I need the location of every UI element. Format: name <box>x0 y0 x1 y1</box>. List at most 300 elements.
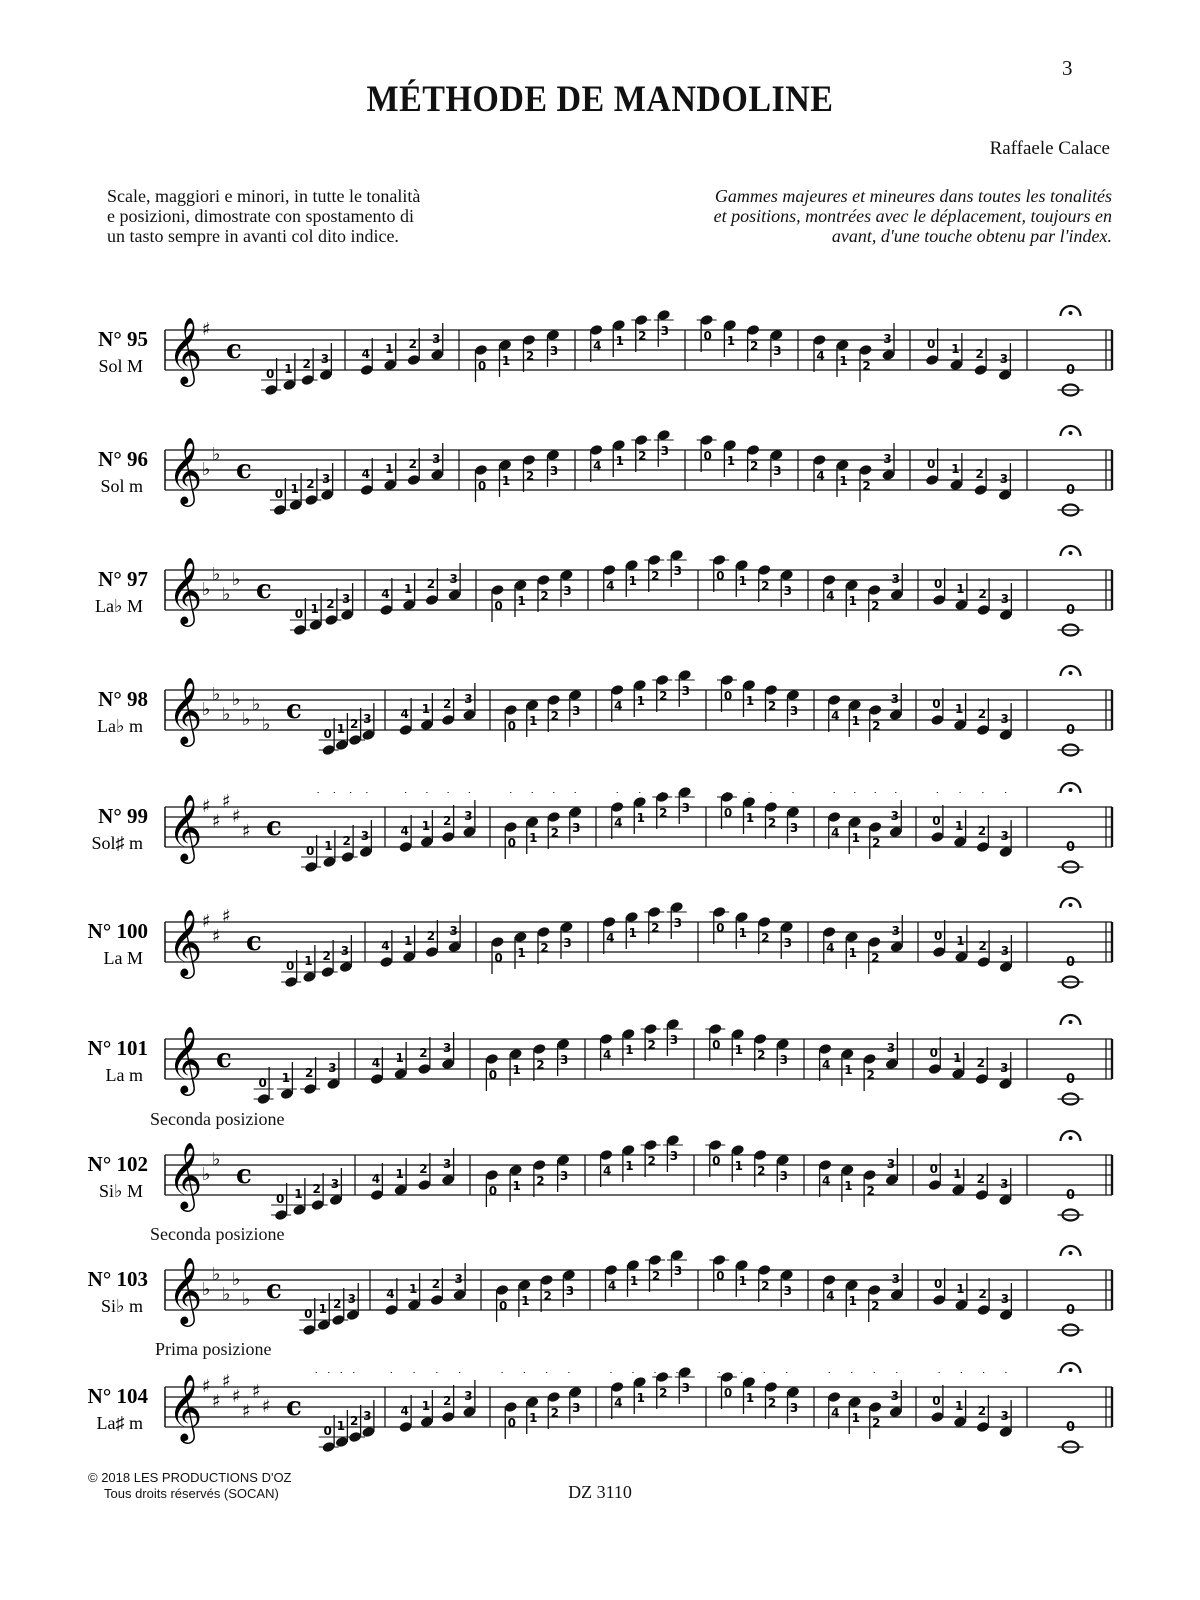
fingering-number: 3 <box>442 1041 452 1055</box>
fingering-number: 3 <box>669 1149 679 1163</box>
system-number: N° 100 <box>87 919 148 943</box>
fingering-number: 4 <box>831 1406 840 1420</box>
fingering-number: 3 <box>890 692 899 706</box>
fingering-number: 3 <box>681 801 690 815</box>
fingering-number: 3 <box>890 1389 899 1403</box>
flat-icon: ♭ <box>222 704 231 725</box>
fingering-number: 1 <box>529 1411 538 1425</box>
fingering-number: 3 <box>449 924 458 938</box>
key-name: Sol♯ m <box>91 833 143 853</box>
fingering-number: 0 <box>274 487 284 501</box>
staff-system <box>95 546 1112 636</box>
key-name: La M <box>103 948 143 968</box>
fingering-number: 1 <box>953 1167 962 1181</box>
fingering-number: 1 <box>421 1399 431 1413</box>
flat-icon: ♭ <box>242 1289 251 1310</box>
fermata-dot <box>1069 1136 1073 1140</box>
fingering-number: 3 <box>432 332 441 346</box>
flat-icon: ♭ <box>232 689 241 710</box>
fingering-number: 4 <box>614 1396 623 1410</box>
fingering-number: 0 <box>1065 363 1076 378</box>
fingering-number: 3 <box>1000 944 1010 958</box>
fingering-number: 3 <box>789 704 799 718</box>
fingering-number: 1 <box>395 1167 404 1181</box>
fingering-number: 1 <box>851 1411 860 1425</box>
fingering-number: 3 <box>1000 1061 1009 1075</box>
fingering-number: 0 <box>1065 1420 1076 1435</box>
fingering-number: 2 <box>651 569 660 583</box>
system-number: N° 102 <box>87 1152 148 1176</box>
fingering-number: 3 <box>999 472 1009 486</box>
sharp-icon: ♯ <box>222 906 231 927</box>
fingering-number: 2 <box>638 329 647 343</box>
fingering-number: 2 <box>659 689 668 703</box>
fingering-number: 1 <box>629 1274 639 1288</box>
fingering-number: 4 <box>614 699 623 713</box>
fingering-number: 1 <box>336 722 346 736</box>
treble-clef-icon: 𝄞 <box>168 316 203 384</box>
fingering-number: 1 <box>956 934 965 948</box>
treble-clef-icon: 𝄞 <box>168 1141 203 1209</box>
fingering-number: 4 <box>606 931 615 945</box>
fingering-number: 2 <box>540 589 549 603</box>
fingering-number: 4 <box>826 589 835 603</box>
fingering-number: 3 <box>559 1169 569 1183</box>
fingering-number: 1 <box>615 334 624 348</box>
fingering-number: 2 <box>978 939 987 953</box>
fingering-number: 1 <box>745 694 755 708</box>
fingering-number: 2 <box>342 834 351 848</box>
fingering-number: 0 <box>285 959 295 973</box>
fingering-number: 3 <box>783 936 792 950</box>
fingering-number: 2 <box>975 347 984 361</box>
fingering-number: 1 <box>512 1179 521 1193</box>
sharp-icon: ♯ <box>202 319 211 340</box>
fingering-number: 3 <box>783 1284 792 1298</box>
fingering-number: 1 <box>738 1274 747 1288</box>
copyright-line-1: © 2018 LES PRODUCTIONS D'OZ <box>88 1470 292 1485</box>
fingering-number: 2 <box>767 699 777 713</box>
system-number: N° 104 <box>87 1384 148 1408</box>
fingering-number: 2 <box>862 479 871 493</box>
fingering-number: 1 <box>512 1063 521 1077</box>
fingering-number: 1 <box>844 1063 853 1077</box>
fingering-number: 3 <box>432 452 441 466</box>
staff-system <box>88 1015 1112 1105</box>
fingering-number: 1 <box>310 602 319 616</box>
system-number: N° 96 <box>98 447 148 471</box>
sharp-icon: ♯ <box>202 911 211 932</box>
system-number: N° 95 <box>98 327 148 351</box>
fingering-number: 2 <box>349 1414 359 1428</box>
treble-clef-icon: 𝄞 <box>168 908 203 976</box>
fingering-number: 2 <box>525 349 535 363</box>
fingering-number: 1 <box>421 819 431 833</box>
fingering-number: 0 <box>323 727 332 741</box>
key-name: Sol M <box>98 356 143 376</box>
fingering-number: 2 <box>651 921 660 935</box>
sharp-icon: ♯ <box>202 1376 211 1397</box>
fingering-number: 1 <box>421 702 431 716</box>
key-name: La♯ m <box>96 1413 143 1433</box>
fingering-number: 2 <box>302 357 311 371</box>
fingering-number: 0 <box>498 1299 508 1313</box>
fingering-number: 1 <box>839 354 848 368</box>
fingering-number: 2 <box>349 717 359 731</box>
fingering-number: 2 <box>408 337 417 351</box>
fingering-number: 2 <box>871 951 880 965</box>
fingering-number: 0 <box>1065 955 1076 970</box>
fingering-number: 2 <box>550 1406 559 1420</box>
fingering-number: 2 <box>976 1172 985 1186</box>
sharp-icon: ♯ <box>222 791 231 812</box>
fingering-number: 3 <box>673 1264 683 1278</box>
common-time-icon: c <box>216 1044 232 1074</box>
fingering-number: 0 <box>477 479 487 493</box>
fingering-number: 4 <box>602 1048 612 1062</box>
fingering-number: 1 <box>844 1179 853 1193</box>
fingering-number: 1 <box>848 1294 857 1308</box>
fingering-number: 3 <box>883 332 892 346</box>
fingering-number: 1 <box>726 454 736 468</box>
fingering-number: 1 <box>951 462 960 476</box>
fingering-number: 4 <box>826 1289 835 1303</box>
fingering-number: 3 <box>464 1389 473 1403</box>
fingering-number: 1 <box>304 954 313 968</box>
fingering-number: 3 <box>1000 829 1009 843</box>
fingering-number: 3 <box>891 572 900 586</box>
fingering-number: 1 <box>517 594 526 608</box>
sharp-icon: ♯ <box>232 806 241 827</box>
fingering-number: 0 <box>933 1277 943 1291</box>
fingering-number: 3 <box>673 564 682 578</box>
fingering-number: 2 <box>419 1046 428 1060</box>
fingering-number: 3 <box>449 572 458 586</box>
fingering-number: 3 <box>442 1157 452 1171</box>
score-systems <box>88 306 1112 1453</box>
fingering-number: 1 <box>738 926 747 940</box>
fingering-number: 2 <box>976 1056 985 1070</box>
sharp-icon: ♯ <box>262 1396 271 1417</box>
fingering-number: 4 <box>361 467 370 481</box>
fingering-number: 2 <box>977 824 987 838</box>
fingering-number: 2 <box>408 457 417 471</box>
page-number: 3 <box>1062 56 1073 80</box>
fingering-number: 1 <box>517 946 526 960</box>
common-time-icon: c <box>226 335 242 365</box>
fingering-number: 2 <box>540 941 549 955</box>
flat-icon: ♭ <box>232 1269 241 1290</box>
fingering-number: 3 <box>363 1409 372 1423</box>
fingering-number: 4 <box>361 347 370 361</box>
fingering-number: 0 <box>488 1184 498 1198</box>
fingering-number: 1 <box>738 574 747 588</box>
flat-icon: ♭ <box>262 714 271 735</box>
fingering-number: 1 <box>745 811 755 825</box>
fingering-number: 2 <box>761 931 770 945</box>
fingering-number: 2 <box>426 929 436 943</box>
fingering-number: 2 <box>862 359 871 373</box>
sharp-icon: ♯ <box>212 926 221 947</box>
fingering-number: 3 <box>660 444 669 458</box>
fingering-number: 0 <box>712 1038 721 1052</box>
staff-system <box>88 1131 1112 1221</box>
fingering-number: 3 <box>890 809 899 823</box>
fingering-number: 2 <box>550 709 559 723</box>
fingering-number: 0 <box>1065 1072 1076 1087</box>
fermata-dot <box>1069 1020 1073 1024</box>
catalog-number: DZ 3110 <box>568 1482 632 1502</box>
fingering-number: 2 <box>306 477 315 491</box>
fingering-number: 3 <box>773 344 782 358</box>
intro-french: Gammes majeures et mineures dans toutes les tonalités et positions, montrées avec le déplacement, toujours en avant, d'une touche obtenu par l'index. <box>713 186 1112 246</box>
common-time-icon: c <box>266 1275 282 1305</box>
fingering-number: 0 <box>932 697 941 711</box>
fingering-number: 0 <box>1065 483 1076 498</box>
fingering-number: 2 <box>426 577 436 591</box>
fingering-number: 3 <box>1000 1292 1010 1306</box>
fingering-number: 2 <box>543 1289 552 1303</box>
fingering-number: 1 <box>529 831 538 845</box>
fingering-number: 2 <box>871 1299 880 1313</box>
fingering-number: 1 <box>636 1391 645 1405</box>
fingering-number: 3 <box>572 1401 581 1415</box>
fingering-number: 3 <box>789 821 799 835</box>
fingering-number: 0 <box>716 569 725 583</box>
fingering-number: 3 <box>549 344 559 358</box>
fingering-number: 4 <box>371 1172 381 1186</box>
key-name: Si♭ m <box>100 1296 143 1316</box>
fingering-number: 1 <box>336 1419 346 1433</box>
fingering-number: 4 <box>831 826 840 840</box>
fingering-number: 2 <box>322 949 331 963</box>
fingering-number: 1 <box>745 1391 755 1405</box>
fermata-dot <box>1069 311 1073 315</box>
fingering-number: 0 <box>929 1046 938 1060</box>
fermata-dot <box>1069 671 1073 675</box>
fingering-number: 2 <box>638 449 647 463</box>
fingering-number: 0 <box>932 1394 941 1408</box>
fingering-number: 0 <box>933 577 943 591</box>
fingering-number: 1 <box>625 1159 634 1173</box>
fingering-number: 0 <box>494 599 503 613</box>
fingering-number: 2 <box>525 469 535 483</box>
flat-icon: ♭ <box>212 564 221 585</box>
common-time-icon: c <box>236 455 252 485</box>
fingering-number: 4 <box>593 459 602 473</box>
fingering-number: 2 <box>749 459 759 473</box>
common-time-icon: c <box>236 1160 252 1190</box>
key-name: La♭ m <box>97 716 143 736</box>
treble-clef-icon: 𝄞 <box>168 1256 203 1324</box>
fingering-number: 1 <box>726 334 736 348</box>
fingering-number: 1 <box>851 714 860 728</box>
fingering-number: 4 <box>826 941 835 955</box>
fingering-number: 3 <box>681 1381 690 1395</box>
fingering-number: 0 <box>507 836 516 850</box>
fingering-number: 3 <box>563 936 572 950</box>
key-name: Sol m <box>100 476 143 496</box>
fingering-number: 0 <box>703 329 712 343</box>
fingering-number: 1 <box>501 474 511 488</box>
fingering-number: 2 <box>757 1164 766 1178</box>
fingering-number: 1 <box>284 362 293 376</box>
fingering-number: 0 <box>932 814 941 828</box>
fingering-number: 2 <box>304 1066 314 1080</box>
fingering-number: 0 <box>323 1424 332 1438</box>
fingering-number: 2 <box>978 587 987 601</box>
fingering-number: 3 <box>773 464 782 478</box>
fingering-number: 4 <box>831 709 840 723</box>
treble-clef-icon: 𝄞 <box>168 1373 203 1441</box>
treble-clef-icon: 𝄞 <box>168 436 203 504</box>
fingering-number: 3 <box>321 472 331 486</box>
system-number: N° 99 <box>98 804 148 828</box>
fingering-number: 1 <box>734 1043 743 1057</box>
staff-system <box>88 1246 1112 1336</box>
fingering-number: 0 <box>305 844 315 858</box>
sharp-icon: ♯ <box>242 1401 251 1422</box>
fingering-number: 3 <box>1000 712 1009 726</box>
fingering-number: 4 <box>371 1056 381 1070</box>
flat-icon: ♭ <box>212 684 221 705</box>
sharp-icon: ♯ <box>242 821 251 842</box>
fingering-number: 0 <box>488 1068 498 1082</box>
fingering-number: 2 <box>442 1394 452 1408</box>
fingering-number: 0 <box>1065 1303 1076 1318</box>
fingering-number: 1 <box>385 342 394 356</box>
fingering-number: 3 <box>464 809 473 823</box>
fingering-number: 1 <box>628 926 637 940</box>
fingering-number: 1 <box>403 934 413 948</box>
fingering-number: 4 <box>821 1058 831 1072</box>
key-name: La♭ M <box>95 596 143 616</box>
fingering-number: 3 <box>464 692 473 706</box>
position-label: Seconda posizione <box>150 1109 285 1129</box>
fingering-number: 3 <box>347 1292 356 1306</box>
fingering-number: 0 <box>933 929 943 943</box>
fingering-number: 3 <box>340 944 350 958</box>
intro-italian: Scale, maggiori e minori, in tutte le tonalità e posizioni, dimostrate con spostamento di un tasto sempre in avanti col dito indice. <box>107 186 421 246</box>
position-label: Prima posizione <box>155 1339 272 1359</box>
fingering-number: 2 <box>651 1269 661 1283</box>
common-time-icon: c <box>246 927 262 957</box>
fingering-number: 2 <box>659 1386 668 1400</box>
fingering-number: 0 <box>304 1307 313 1321</box>
sharp-icon: ♯ <box>252 1381 261 1402</box>
flat-icon: ♭ <box>202 1164 211 1185</box>
fingering-number: 3 <box>565 1284 575 1298</box>
fingering-number: 3 <box>660 324 669 338</box>
fingering-number: 2 <box>975 467 984 481</box>
fingering-number: 0 <box>1065 603 1076 618</box>
fingering-number: 2 <box>749 339 759 353</box>
fingering-number: 1 <box>521 1294 530 1308</box>
fingering-number: 2 <box>312 1182 321 1196</box>
fingering-number: 1 <box>636 811 645 825</box>
fingering-number: 3 <box>779 1053 788 1067</box>
fingering-number: 2 <box>872 836 881 850</box>
fingering-number: 2 <box>431 1277 441 1291</box>
fingering-number: 0 <box>926 337 936 351</box>
fingering-number: 3 <box>320 352 330 366</box>
fingering-number: 3 <box>673 916 682 930</box>
fingering-number: 2 <box>442 814 452 828</box>
fingering-number: 2 <box>866 1068 875 1082</box>
fingering-number: 1 <box>529 714 538 728</box>
fingering-number: 0 <box>258 1076 267 1090</box>
fingering-number: 2 <box>647 1154 656 1168</box>
fingering-number: 0 <box>723 806 733 820</box>
fingering-number: 1 <box>318 1302 327 1316</box>
fingering-number: 0 <box>265 367 275 381</box>
staff-system <box>91 783 1112 873</box>
fingering-number: 0 <box>507 719 516 733</box>
fingering-number: 0 <box>712 1154 721 1168</box>
sharp-icon: ♯ <box>202 796 211 817</box>
fingering-number: 3 <box>559 1053 569 1067</box>
treble-clef-icon: 𝄞 <box>168 676 203 744</box>
flat-icon: ♭ <box>222 584 231 605</box>
fingering-number: 3 <box>328 1061 337 1075</box>
fingering-number: 2 <box>761 579 770 593</box>
fingering-number: 2 <box>872 1416 881 1430</box>
fingering-number: 2 <box>326 597 335 611</box>
fingering-number: 4 <box>381 939 390 953</box>
fingering-number: 4 <box>816 469 825 483</box>
system-number: N° 103 <box>87 1267 148 1291</box>
fingering-number: 2 <box>761 1279 770 1293</box>
flat-icon: ♭ <box>212 1264 221 1285</box>
staff-system <box>88 898 1112 988</box>
fingering-number: 3 <box>454 1272 463 1286</box>
fingering-number: 1 <box>956 582 965 596</box>
flat-icon: ♭ <box>242 709 251 730</box>
fermata-dot <box>1069 551 1073 555</box>
fingering-number: 0 <box>1065 723 1076 738</box>
flat-icon: ♭ <box>212 444 221 465</box>
fingering-number: 0 <box>929 1162 938 1176</box>
fingering-number: 0 <box>716 1269 725 1283</box>
fingering-number: 2 <box>977 707 987 721</box>
fingering-number: 0 <box>1065 1188 1076 1203</box>
fingering-number: 1 <box>956 1282 965 1296</box>
fingering-number: 2 <box>442 697 452 711</box>
flat-icon: ♭ <box>252 694 261 715</box>
fingering-number: 4 <box>400 1404 409 1418</box>
fingering-number: 2 <box>550 826 559 840</box>
sharp-icon: ♯ <box>232 1386 241 1407</box>
fingering-number: 0 <box>716 921 725 935</box>
fingering-number: 0 <box>926 457 936 471</box>
common-time-icon: c <box>286 1392 302 1422</box>
fermata-dot <box>1069 1368 1073 1372</box>
fingering-number: 4 <box>386 1287 395 1301</box>
fingering-number: 3 <box>886 1041 896 1055</box>
staff-system <box>97 666 1112 756</box>
fingering-number: 1 <box>385 462 394 476</box>
fingering-number: 3 <box>341 592 351 606</box>
fingering-number: 1 <box>324 839 333 853</box>
fingering-number: 2 <box>647 1038 656 1052</box>
fingering-number: 1 <box>625 1043 634 1057</box>
key-name: Si♭ M <box>98 1181 143 1201</box>
fermata-dot <box>1069 788 1073 792</box>
fingering-number: 1 <box>951 342 960 356</box>
fingering-number: 4 <box>381 587 390 601</box>
fingering-number: 0 <box>703 449 712 463</box>
fingering-number: 2 <box>871 599 880 613</box>
